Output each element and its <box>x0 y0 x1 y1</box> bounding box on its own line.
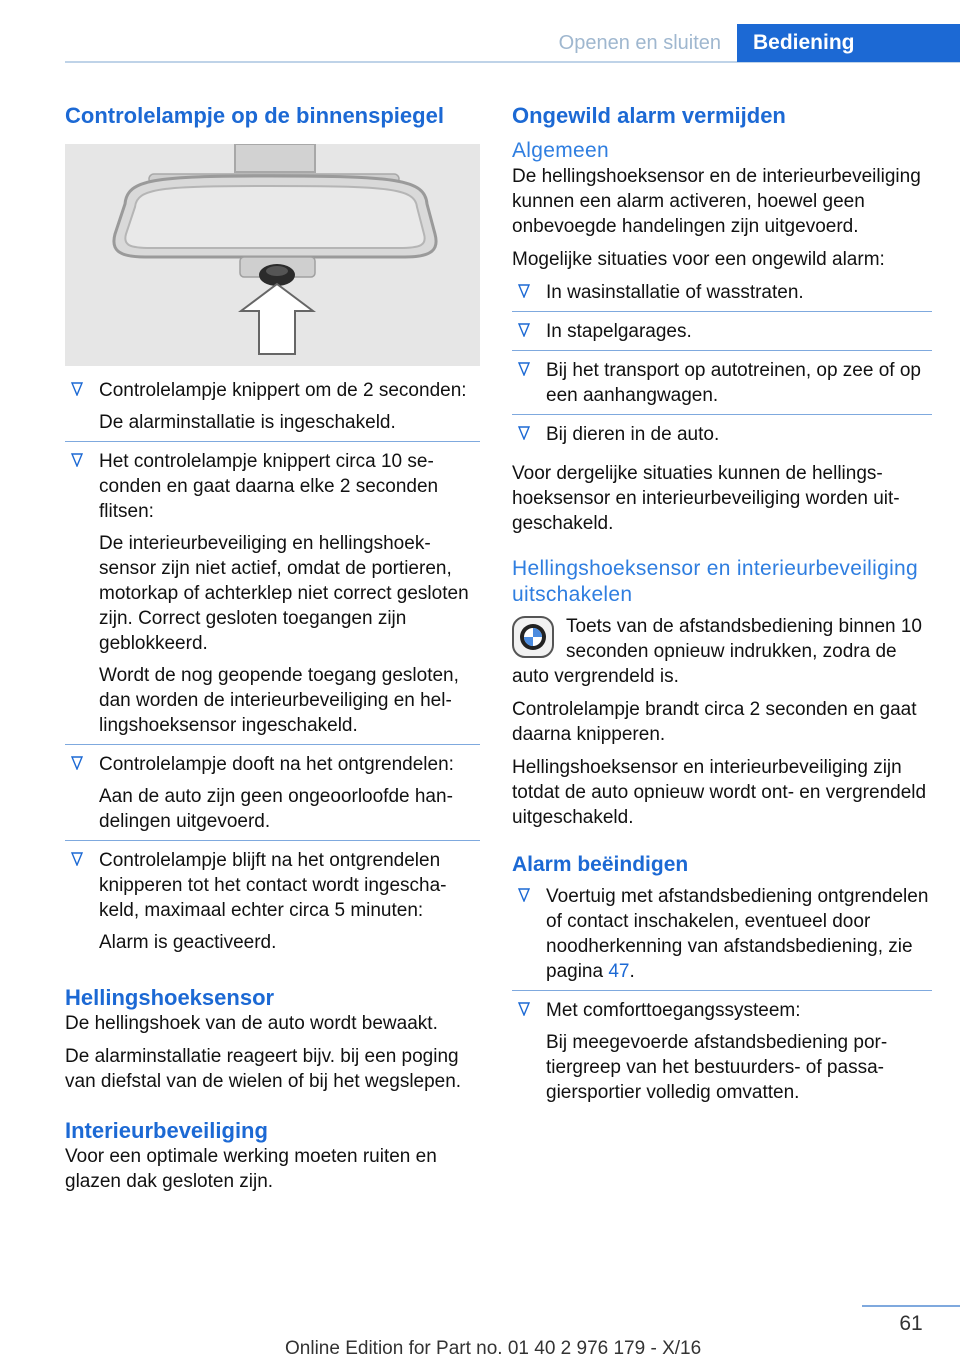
header-section-label: Openen en sluiten <box>558 32 721 54</box>
triangle-bullet-icon <box>518 323 530 337</box>
list-item <box>512 280 932 312</box>
triangle-bullet-icon <box>518 284 530 298</box>
list-text: In stapelgarages. <box>546 321 692 342</box>
list-text: Met comforttoegangssysteem: <box>546 1000 801 1021</box>
remote-key-instruction <box>512 614 932 689</box>
list-text: Bij dieren in de auto. <box>546 424 720 445</box>
list-text-tail: . <box>629 961 635 982</box>
list-text: Bij meegevoerde afstandsbediening portiergreep van het bestuurders- of passagiersportier volledig omvatten. <box>546 1032 888 1103</box>
triangle-bullet-icon <box>518 1002 530 1016</box>
list-text: In wasinstallatie of wasstraten. <box>546 282 804 303</box>
paragraph: Mogelijke situaties voor een ongewild alarm: <box>512 249 885 270</box>
list-item <box>65 848 480 961</box>
list-text: Controlelampje blijft na het ontgrendelen knipperen tot het contact wordt ingeschakeld, maximaal echter circa 5 minuten: <box>99 850 447 921</box>
paragraph: Hellingshoeksensor en interieurbeveiliging zijn totdat de auto opnieuw wordt ont- en vergrendeld uitgeschakeld. <box>512 757 927 828</box>
list-text: Controlelampje dooft na het ontgrendelen: <box>99 754 454 775</box>
list-text-body: Voertuig met afstandsbediening ontgrendelen of contact inschakelen, eventueel door noodherkenning van afstandsbediening, zie pagina <box>546 886 929 982</box>
list-text: De interieurbeveiliging en hellingshoeksensor zijn niet actief, omdat de portieren, motorkap of achterklep niet correct gesloten zijn. Correct gesloten toegangen zijn geblokkeerd. <box>99 533 469 654</box>
left-column <box>65 100 480 1202</box>
heading-general: Algemeen <box>512 139 609 162</box>
heading-end-alarm: Alarm beëindigen <box>512 853 689 876</box>
paragraph: De hellingshoek van de auto wordt bewaakt. <box>65 1013 438 1034</box>
right-column <box>512 100 932 1119</box>
mirror-illustration <box>65 144 480 366</box>
list-item <box>65 378 480 442</box>
triangle-bullet-icon <box>518 362 530 376</box>
header-tab-bediening: Bediening <box>737 24 960 62</box>
list-item <box>512 422 932 453</box>
paragraph: Toets van de afstandsbediening binnen 10 seconden opnieuw indrukken, zodra de auto vergrendeld is. <box>512 616 922 687</box>
triangle-bullet-icon <box>71 756 83 770</box>
paragraph: Voor een optimale werking moeten ruiten en glazen dak gesloten zijn. <box>65 1146 437 1192</box>
heading-switch-off: Hellingshoeksensor en interieurbeveiliging uitschakelen <box>512 557 919 606</box>
paragraph: De hellingshoeksensor en de interieurbeveiliging kunnen een alarm activeren, hoewel geen onbevoegde handelingen zijn uitgevoerd. <box>512 166 921 237</box>
end-alarm-list <box>512 884 932 1111</box>
footer-rule <box>862 1305 960 1307</box>
list-text <box>546 884 932 984</box>
list-item <box>512 319 932 351</box>
page-number: 61 <box>899 1312 923 1335</box>
situation-list <box>512 280 932 453</box>
list-text: Controlelampje knippert om de 2 seconden: <box>99 380 467 401</box>
heading-interior-protection: Interieurbeveiliging <box>65 1118 268 1143</box>
heading-tilt-sensor: Hellingshoeksensor <box>65 985 275 1010</box>
list-item <box>65 449 480 745</box>
triangle-bullet-icon <box>71 453 83 467</box>
list-item <box>512 884 932 991</box>
list-item <box>512 998 932 1111</box>
list-item <box>512 358 932 415</box>
list-item <box>65 752 480 841</box>
list-text: Het controlelampje knippert circa 10 seconden en gaat daarna elke 2 seconden flitsen: <box>99 451 439 522</box>
indicator-list <box>65 378 480 961</box>
list-text: Bij het transport op autotreinen, op zee of op een aanhangwagen. <box>546 360 921 406</box>
paragraph: Voor dergelijke situaties kunnen de hellingshoeksensor en interieurbeveiliging worden uitgeschakeld. <box>512 463 900 534</box>
triangle-bullet-icon <box>518 888 530 902</box>
list-text: Alarm is geactiveerd. <box>99 932 277 953</box>
paragraph: De alarminstallatie reageert bijv. bij een poging van diefstal van de wielen of bij het wegslepen. <box>65 1046 462 1092</box>
triangle-bullet-icon <box>71 382 83 396</box>
list-text: De alarminstallatie is ingeschakeld. <box>99 412 396 433</box>
heading-mirror-indicator: Controlelampje op de binnenspiegel <box>65 103 444 128</box>
heading-avoid-false-alarm: Ongewild alarm vermijden <box>512 103 786 128</box>
triangle-bullet-icon <box>71 852 83 866</box>
list-text: Wordt de nog geopende toegang gesloten, dan worden de interieurbeveiliging en hellingshoeksensor ingeschakeld. <box>99 665 459 736</box>
page-link[interactable]: 47 <box>608 961 630 982</box>
triangle-bullet-icon <box>518 426 530 440</box>
paragraph: Controlelampje brandt circa 2 seconden en gaat daarna knipperen. <box>512 699 917 745</box>
remote-key-logo-icon <box>512 616 554 658</box>
edition-text: Online Edition for Part no. 01 40 2 976 179 - X/16 <box>285 1338 702 1359</box>
list-text: Aan de auto zijn geen ongeoorloofde handelingen uitgevoerd. <box>99 786 453 832</box>
